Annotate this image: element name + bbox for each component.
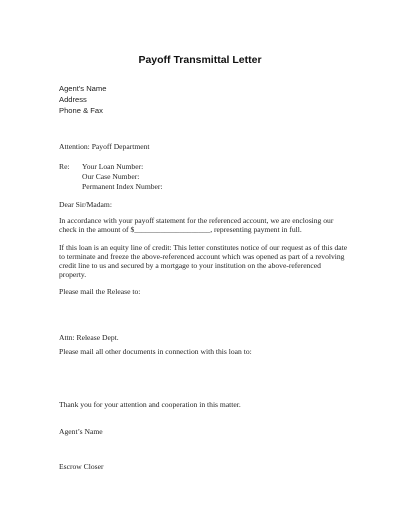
salutation: Dear Sir/Madam: [59, 200, 112, 209]
signature-escrow-closer: Escrow Closer [59, 462, 104, 471]
mail-other-documents-line: Please mail all other documents in connection with this loan to: [59, 347, 252, 356]
letter-title: Payoff Transmittal Letter [138, 54, 262, 66]
thanks-line: Thank you for your attention and cooperation in this matter. [59, 400, 241, 409]
case-number-label: Our Case Number: [82, 172, 140, 181]
signature-agent-name: Agent’s Name [59, 427, 103, 436]
paragraph2-line: credit line to us and secured by a mortgage to your institution on the above-referenced [59, 261, 321, 270]
permanent-index-label: Permanent Index Number: [82, 182, 163, 191]
paragraph1-line: In accordance with your payoff statement for the referenced account, we are enclosing our [59, 216, 334, 225]
loan-number-label: Your Loan Number: [82, 162, 144, 171]
agent-name: Agent's Name [59, 84, 107, 93]
paragraph2-line: If this loan is an equity line of credit: This letter constitutes notice of our request as of this date [59, 243, 348, 252]
paragraph2-line: to terminate and freeze the above-referenced account which was opened as part of a revolving [59, 252, 345, 261]
re-label: Re: [59, 162, 70, 171]
attention-line: Attention: Payoff Department [59, 142, 150, 151]
paragraph1-line: check in the amount of $____________________, representing payment in full. [59, 225, 302, 234]
mail-release-line: Please mail the Release to: [59, 287, 141, 296]
attn-release-line: Attn: Release Dept. [59, 333, 119, 342]
agent-address: Address [59, 95, 87, 104]
agent-phone-fax: Phone & Fax [59, 106, 103, 115]
paragraph2-line: property. [59, 270, 87, 279]
